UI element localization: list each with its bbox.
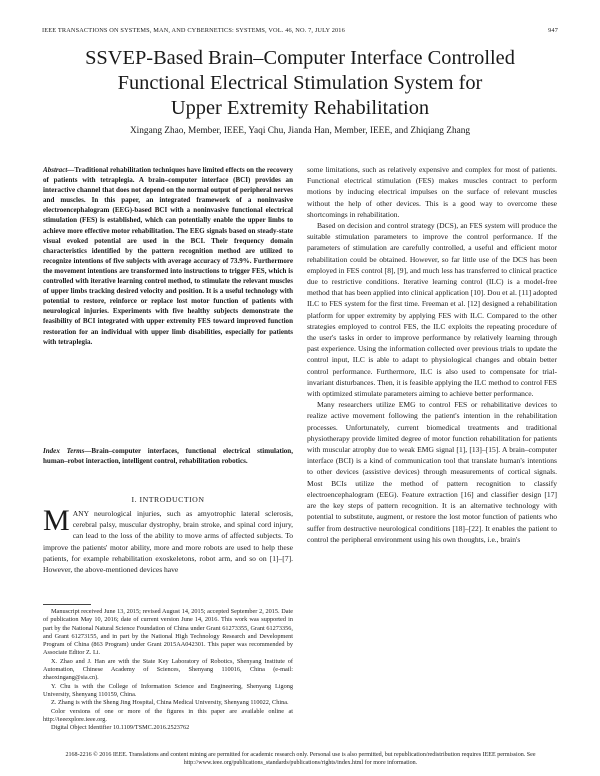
- title-line-3: Upper Extremity Rehabilitation: [170, 97, 430, 119]
- abstract-text: Traditional rehabilitation techniques have limited effects on the recovery of patients with tetraplegia. A brain–computer interface (BCI) provides an interactive channel that does not depend on the normal output of peripheral nerves and muscles. In this paper, an integrated framework of a noninvasive electroencephalogram (EEG)-based BCI with a noninvasive functional electrical stimulation (FES) is established, which can potentially enable the upper limbs to achieve more effective motor rehabilitation. The EEG signals based on steady-state visual evoked potential are used in the BCI. Their frequency domain characteristics identified by the pattern recognition method are utilized to recognize intentions of five subjects with average accuracy of 73.9%. Furthermore the movement intentions are transformed into instructions to trigger FES, which is controlled with iterative learning control method, to stimulate the relevant muscles of upper limbs tracking desired velocity and position. It is a useful technology with potential to restore, reinforce or replace lost motor function of patients with neurological injuries. Experiments with five healthy subjects demonstrate the feasibility of BCI integrated with upper extremity FES toward improved function restoration for an individual with upper limb disabilities, especially for patients with tetraplegia.: [43, 166, 293, 346]
- title-line-2: Functional Electrical Stimulation System for: [117, 72, 483, 94]
- intro-text: ANY neurological injuries, such as amyotrophic lateral sclerosis, cerebral palsy, muscular dystrophy, brain stroke, and spinal cord injury, can lead to the loss of the ability to move arms of affected subjects. To improve the patients' motor ability, more and more robots are used to help these patients, for example rehabilitation exoskeletons, robot arm, and so on [1]–[7]. However, the above-mentioned devices have: [43, 509, 293, 575]
- section-heading: I. INTRODUCTION: [131, 495, 205, 504]
- footnote-affiliation-zhao-han: X. Zhao and J. Han are with the State Key Laboratory of Robotics, Shenyang Institute of Automation, Chinese Academy of Sciences, Shenyang 110016, China (e-mail: zhaoxingang@sia.cn).: [43, 657, 293, 682]
- footnote-affiliation-chu: Y. Chu is with the College of Information Science and Engineering, Shenyang Ligong University, Shenyang 110159, China.: [43, 682, 293, 698]
- footnote-color-versions: Color versions of one or more of the figures in this paper are available online at http://ieeexplore.ieee.org.: [43, 707, 293, 723]
- page-number: 947: [548, 27, 558, 34]
- footnote-doi: Digital Object Identifier 10.1109/TSMC.2016.2523762: [51, 724, 190, 732]
- footnotes: [43, 608, 293, 732]
- right-column-body: [307, 164, 557, 545]
- introduction-paragraph: [43, 504, 293, 575]
- abstract: [43, 165, 293, 347]
- index-terms-label: Index Terms—: [43, 447, 92, 455]
- footnote-manuscript: Manuscript received June 13, 2015; revised August 14, 2015; accepted September 2, 2015. Date of publication May 10, 2016; date of current version June 14, 2016. This work was supported in part by the National Natural Science Foundation of China under Grant 61273355, Grant 61273356, and Grant 61273155, and in part by the National High Technology Research and Development Program of China (863 Program) under Grant 2015AA042301. This paper was recommended by Associate Editor Z. Li.: [43, 608, 293, 657]
- body-paragraph-2: Based on decision and control strategy (DCS), an FES system will produce the suitable stimulation parameters to improve the control performance. If the parameters of stimulation are carefully controlled, a useful and efficient motor rehabilitation could be obtained. However, so far little use of the DCS has been employed in FES control [8], [9], and much less has transferred to clinical practice due to restrictive conditions. Iterative learning control (ILC) is a model-free method that has been applied into clinical application [10]. Dou et al. [11] adopted ILC to FES system for the first time. Freeman et al. [12] designed a rehabilitation platform for upper extremity by applying FES with ILC. Compared to the other strategies employed to control FES, the ILC exploits the repeating procedure of the user's tasks in order to improve performance by relatively learning through past experience. Using the information collected over previous trials to update the control input, ILC is able to adapt to physiological changes and obtain better control performance. Furthermore, ILC is also used to compensate for trial-invariant disturbances. Then, it is feasible applying the ILC method to control FES with optimized stimulate parameters aiming to achieve better performance.: [307, 221, 557, 399]
- copyright-notice: 2168-2216 © 2016 IEEE. Translations and content mining are permitted for academic research only. Personal use is also permitted, but republication/redistribution requires IEEE permission. See http://www.ieee.org/publications_standards/publications/rights/index.html for more information.: [65, 752, 536, 767]
- footnote-divider: [43, 604, 91, 605]
- running-header: [42, 27, 558, 34]
- abstract-label: Abstract—: [43, 166, 75, 174]
- paper-title: [30, 46, 570, 121]
- drop-cap: M: [43, 504, 70, 537]
- index-terms: [43, 446, 293, 466]
- body-paragraph-3: Many researchers utilize EMG to control FES or rehabilitative devices to realize active movement following the patient's intention in the rehabilitation processes. Unfortunately, current biomedical treatments and traditional physiotherapy provide limited degree of motor function rehabilitation for patients with muscular atrophy due to weak EMG signal [1], [13]–[15]. A brain–computer interface (BCI) is a kind of communication tool that translate human's intentions to other devices (assistive devices) through measurements of cortical signals. Most BCIs utilize the method of pattern recognition to classify electroencephalogram (EEG). Feature extraction [16] and classifier design [17] are the key steps of pattern recognition. It is an alternative technology with potential to substitute, augment, or restore the lost motor function of patients who suffer from destructive neurological conditions [18]–[22]. It enables the patient to control the peripheral environment using his own thoughts, i.e., brain's: [307, 400, 557, 544]
- index-terms-text: Brain–computer interfaces, functional electrical stimulation, human–robot interaction, intelligent control, rehabilitation robotics.: [43, 447, 293, 466]
- body-paragraph-1: some limitations, such as relatively expensive and complex for most of patients. Functional electrical stimulation (FES) makes muscles contract to perform motions by inducing electrical impulses on the surface of relevant muscles without the help of other devices. This is a good way to overcome these shortcomings in rehabilitation.: [307, 165, 557, 219]
- footnote-affiliation-zhang: Z. Zhang is with the Sheng Jing Hospital, China Medical University, Shenyang 110022, China.: [51, 699, 289, 707]
- journal-name: IEEE TRANSACTIONS ON SYSTEMS, MAN, AND CYBERNETICS: SYSTEMS, VOL. 46, NO. 7, JULY 2016: [42, 27, 345, 34]
- title-line-1: SSVEP-Based Brain–Computer Interface Controlled: [85, 47, 515, 69]
- author-list: Xingang Zhao, Member, IEEE, Yaqi Chu, Jianda Han, Member, IEEE, and Zhiqiang Zhang: [129, 126, 471, 136]
